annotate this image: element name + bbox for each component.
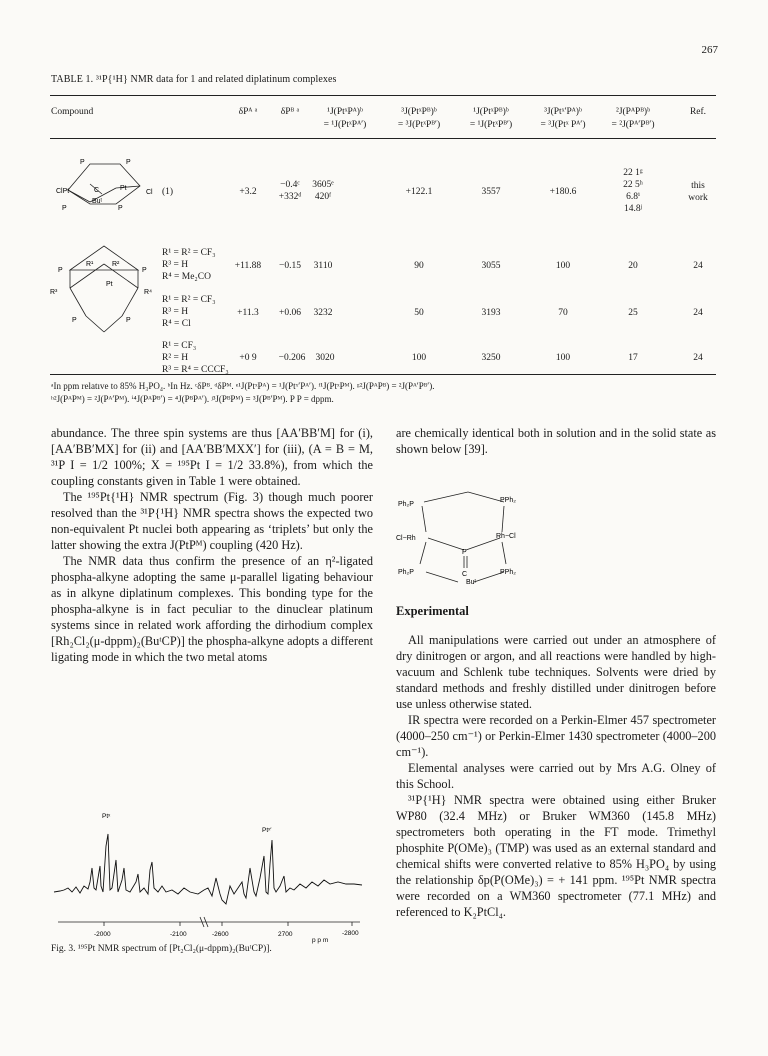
- header-j1: [312, 106, 378, 132]
- header-dpa: δPᴬ ᵃ: [238, 107, 258, 117]
- header-dpb: δPᴮ ᵃ: [280, 107, 300, 117]
- row1-ref-2: work: [688, 193, 708, 203]
- right-paragraph-3: Elemental analyses were carried out by Mrs A.G. Olney of this School.: [396, 761, 716, 791]
- row2b-j1: 3232: [313, 308, 333, 318]
- figure-caption: Fig. 3. ¹⁹⁵Pt NMR spectrum of [Pt₂Cl₂(μ-dppm)₂(BuᵗCP)].: [51, 944, 272, 954]
- row2a-j1b: 3055: [481, 261, 501, 271]
- rh-cl-rh-left: Cl−Rh: [396, 535, 416, 542]
- page-number: 267: [701, 44, 718, 56]
- row2c-subst: [162, 340, 229, 376]
- peak-ptx-label: Ptˣ: [102, 813, 111, 820]
- row2b-ref: 24: [693, 308, 703, 318]
- header-j3b-line2: = ³J(Ptˣ Pᴬ′): [540, 120, 586, 130]
- axis-unit-ppm: p p m: [312, 937, 329, 944]
- row1-j1-1: 3605ᵉ: [312, 180, 334, 190]
- struct2-pbp: P: [126, 317, 131, 324]
- struct2-pb: P: [142, 267, 147, 274]
- struct1-pbp: P: [118, 205, 123, 212]
- compound-2-structure: [50, 240, 158, 338]
- row1-dpb: [272, 179, 308, 203]
- table-bottom-rule: [50, 374, 716, 375]
- header-j3: [386, 106, 452, 132]
- row2b-subst-3: R⁴ = Cl: [162, 319, 191, 329]
- rh-ph2p-bottom: Ph₂P: [398, 569, 414, 576]
- left-paragraph-1: abundance. The three spin systems are thus [AA′BB′M] for (i), [AA′BB′MX] for (ii) and [AA′BB′MXX′] for (iii), (A = B = M, ³¹P I = 1/2 100%; X = ¹⁹⁵Pt I = 1/2 33.8%), from which the coupling constants given in Table 1 were obtained.: [51, 426, 373, 488]
- row2a-j3b: 100: [555, 261, 571, 271]
- header-j3-line1: ³J(PtˣPᴮ)ᵇ: [401, 107, 437, 117]
- row2a-subst-1: R¹ = R² = CF₃: [162, 248, 216, 258]
- left-paragraph-2: The ¹⁹⁵Pt{¹H} NMR spectrum (Fig. 3) though much poorer resolved than the ³¹P{¹H} NMR spectra shows the expected two non-equivalent Pt nuclei both appearing as ‘triplets’ but only the latter showing the extra J(PtPᴹ) coupling (420 Hz).: [51, 490, 373, 552]
- header-compound: Compound: [51, 107, 94, 117]
- row1-ref-1: this: [691, 181, 705, 191]
- rh-structure: [396, 488, 546, 590]
- row2c-subst-2: R² = H: [162, 353, 189, 363]
- rh-p: P: [462, 549, 467, 556]
- row2b-j3: 50: [414, 308, 424, 318]
- table-top-rule: [50, 95, 716, 96]
- row2a-dpb: −0.15: [279, 261, 301, 271]
- tick-label-3: -2600: [212, 931, 229, 938]
- tick-label-2: -2100: [170, 931, 187, 938]
- header-j3b: [530, 106, 596, 132]
- rh-rh-cl-right: Rh−Cl: [496, 533, 516, 540]
- header-j1b-line2: = ¹J(PtˣPᴮ′): [469, 120, 513, 130]
- row2b-dpa: +11.3: [237, 308, 259, 318]
- experimental-heading: Experimental: [396, 604, 469, 618]
- header-j2-line1: ²J(PᴬPᴮ)ᵇ: [615, 107, 651, 117]
- compound-1-structure: [50, 152, 158, 222]
- row1-ref: [680, 180, 716, 204]
- row2b-subst: [162, 294, 216, 330]
- row2a-subst: [162, 247, 216, 283]
- row2a-j2: 20: [628, 261, 638, 271]
- right-paragraph-1: All manipulations were carried out under an atmosphere of dry dinitrogen or argon, and all reactions were handled by high-vacuum and Schlenk tube techniques. Solvents were dried by standard methods and freshly distilled under dinitrogen before use unless otherwise stated.: [396, 633, 716, 711]
- row2b-subst-1: R¹ = R² = CF₃: [162, 295, 216, 305]
- struct1-ptx: Pt: [120, 185, 127, 192]
- experimental-text: [396, 632, 716, 920]
- row1-dpa: +3.2: [239, 187, 257, 197]
- peak-ptx-prime-label: Ptˣ′: [262, 827, 272, 834]
- row1-j1b: 3557: [481, 187, 501, 197]
- row2c-j3b: 100: [555, 353, 571, 363]
- row2c-ref: 24: [693, 353, 703, 363]
- row1-j2-1: 22 1ᵍ: [623, 168, 643, 178]
- row2c-j3: 100: [411, 353, 427, 363]
- right-paragraph-2: IR spectra were recorded on a Perkin-Elmer 457 spectrometer (4000–250 cm⁻¹) or Perkin-Elmer 1430 spectrometer (4000–200 cm⁻¹).: [396, 713, 716, 759]
- right-paragraph-4: ³¹P{¹H} NMR spectra were obtained using either Bruker WP80 (32.4 MHz) or Bruker WM360 (145.8 MHz) spectrometers both operating in the FT mode. Trimethyl phosphite P(OMe)₃ (TMP) was used as an external standard and chemical shifts were converted relative to 85% H₃PO₄ by using the relationship δp(P(OMe)₃) = + 141 ppm. ¹⁹⁵Pt NMR spectra were recorded on a WM360 spectrometer (77.1 MHz) and referenced to K₂PtCl₄.: [396, 793, 716, 919]
- table-footnote-1: ᵃIn ppm relatıve to 85% H₃PO₄. ᵇIn Hz. ᶜδPᴮ. ᵈδPᴹ. ᵉ¹J(PtˣPᴬ) = ¹J(Ptˣ′Pᴬ′). ᶠ¹J(PtˣPᴹ). ᵍ²J(PᴬPᴮ) = ²J(Pᴬ′Pᴮ′).: [51, 381, 435, 391]
- struct1-c: C: [94, 187, 100, 194]
- struct2-pap: P: [72, 317, 77, 324]
- left-paragraph-3: The NMR data thus confirm the presence of an η²-ligated phospha-alkyne adopting the same μ-parallel ligating behaviour as in alkyne diplatinum complexes. This bonding type for the phospha-alkyne is in fact peculiar to the dinuclear platinum systems since in related work affording the dirhodium complex [Rh₂Cl₂(μ-dppm)₂(BuᵗCP)] the phospha-alkyne adopts a different ligating mode in which the two metal atoms: [51, 554, 373, 664]
- struct1-but: Buᵗ: [92, 198, 103, 205]
- row1-j2: [600, 167, 666, 215]
- struct1-pa: P: [80, 159, 85, 166]
- rh-c: C: [462, 571, 468, 578]
- row2c-subst-1: R¹ = CF₃: [162, 341, 197, 351]
- struct2-r4: R⁴: [144, 289, 153, 296]
- row2b-j3b: 70: [558, 308, 568, 318]
- row2c-j2: 17: [628, 353, 638, 363]
- nmr-spectrum-figure: [50, 808, 372, 966]
- left-column-text: [51, 425, 373, 665]
- table-footnote-2: ʰ²J(PᴬPᴹ) = ²J(Pᴬ′Pᴹ). ⁱ⁴J(PᴬPᴮ′) = ⁴J(PᴮPᴬ′). ʲ³J(PᴮPᴹ) = ³J(Pᴮ′Pᴹ). P P = dppm.: [51, 394, 334, 404]
- row1-j1-2: 420ᶠ: [314, 192, 332, 202]
- row2b-j2: 25: [628, 308, 638, 318]
- header-j1-line1: ¹J(PtˣPᴬ)ᵇ: [327, 107, 363, 117]
- struct2-r2: R²: [112, 261, 120, 268]
- row1-j2-4: 14.8ʲ: [623, 204, 643, 214]
- row2c-subst-3: R³ = R⁴ = CCCF₃: [162, 365, 229, 375]
- header-j1-line2: = ¹J(PtˣPᴬ′): [323, 120, 367, 130]
- header-j1b: [458, 106, 524, 132]
- table-header-rule: [50, 138, 716, 139]
- row2b-subst-2: R³ = H: [162, 307, 189, 317]
- struct1-pap: P: [62, 205, 67, 212]
- row1-j2-2: 22 5ʰ: [623, 180, 643, 190]
- row2c-j1: 3020: [315, 353, 335, 363]
- struct1-cl: Cl: [146, 189, 153, 196]
- row1-compound: (1): [162, 187, 174, 197]
- row2a-subst-3: R⁴ = Me₂CO: [162, 272, 211, 282]
- row1-dpb-2: +332ᵈ: [278, 192, 302, 202]
- right-intro-text: are chemically identical both in solution and in the solid state as shown below [39].: [396, 426, 716, 456]
- table-title: TABLE 1. ³¹P{¹H} NMR data for 1 and related diplatinum complexes: [51, 74, 337, 85]
- header-j3-line2: = ³J(PtˣPᴮ′): [397, 120, 441, 130]
- spectrum-trace: [54, 834, 362, 904]
- rh-pph2-top: PPh₂: [500, 497, 516, 504]
- tick-label-5: -2800: [342, 930, 359, 937]
- row1-j2-3: 6.8ⁱ: [626, 192, 640, 202]
- row2a-dpa: +11.88: [234, 261, 262, 271]
- row2c-dpb: −0.206: [278, 353, 306, 363]
- row2a-j3: 90: [414, 261, 424, 271]
- struct2-r3: R³: [50, 289, 58, 296]
- row1-j1: [310, 179, 336, 203]
- rh-pph2-bottom: PPh₂: [500, 569, 516, 576]
- tick-label-4: 2700: [278, 931, 293, 938]
- row1-j3: +122.1: [405, 187, 433, 197]
- struct2-pa: P: [58, 267, 63, 274]
- row2a-ref: 24: [693, 261, 703, 271]
- row2b-j1b: 3193: [481, 308, 501, 318]
- row1-dpb-1: −0.4ᶜ: [280, 180, 300, 190]
- tick-label-1: -2000: [94, 931, 111, 938]
- header-j3b-line1: ³J(Ptˣ′Pᴬ)ᵇ: [544, 107, 582, 117]
- struct2-r1: R¹: [86, 261, 94, 268]
- row1-j3b: +180.6: [549, 187, 577, 197]
- header-j2: [600, 106, 666, 132]
- struct1-pb: P: [126, 159, 131, 166]
- rh-but: Buᵗ: [466, 579, 477, 586]
- header-j2-line2: = ²J(Pᴬ′Pᴮ′): [611, 120, 655, 130]
- rh-ph2p-top: Ph₂P: [398, 501, 414, 508]
- row2c-j1b: 3250: [481, 353, 501, 363]
- header-ref: Ref.: [689, 107, 707, 117]
- struct2-ptx: Pt: [106, 281, 113, 288]
- struct1-clpt: ClPt: [56, 188, 70, 195]
- header-j1b-line1: ¹J(PtˣPᴮ)ᵇ: [473, 107, 509, 117]
- row2a-subst-2: R³ = H: [162, 260, 189, 270]
- row2a-j1: 3110: [313, 261, 333, 271]
- row2b-dpb: +0.06: [279, 308, 301, 318]
- row2c-dpa: +0 9: [239, 353, 257, 363]
